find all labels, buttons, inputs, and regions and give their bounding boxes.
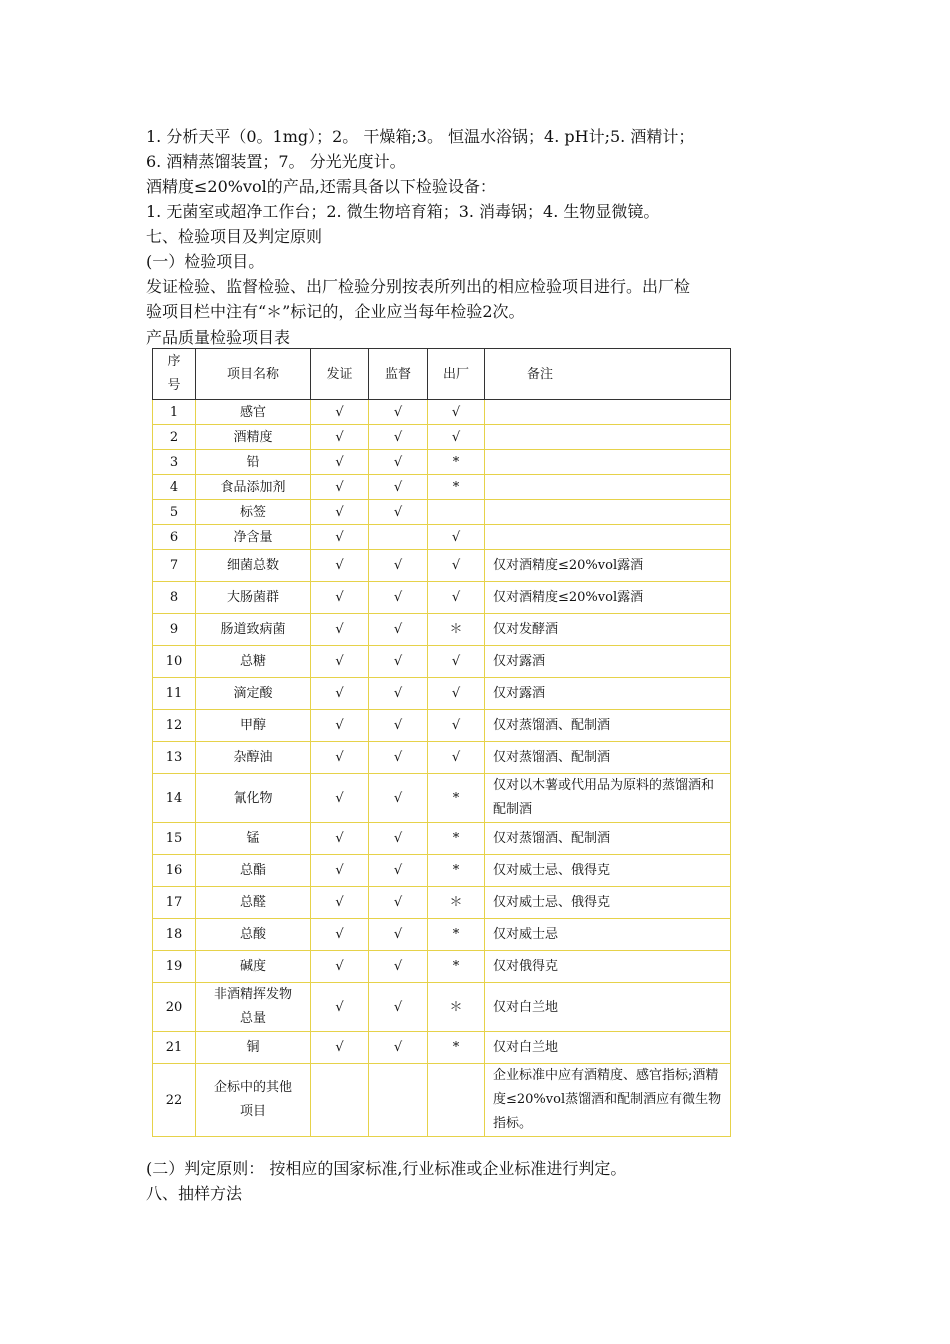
cell-remarks: 仅对俄得克 [485, 951, 731, 983]
cell-factory: ＊ [428, 887, 485, 919]
header-item-name: 项目名称 [196, 349, 311, 400]
cell-remarks: 仅对白兰地 [485, 1032, 731, 1064]
table-row [153, 774, 731, 823]
cell-serial: 20 [153, 983, 196, 1032]
cell-item-name: 总酸 [196, 919, 311, 951]
cell-serial: 11 [153, 678, 196, 710]
cell-factory: * [428, 475, 485, 500]
cell-certification: √ [311, 919, 369, 951]
cell-item-name: 非酒精挥发物总量 [196, 983, 311, 1032]
cell-supervision: √ [369, 919, 428, 951]
cell-factory: √ [428, 582, 485, 614]
cell-supervision: √ [369, 774, 428, 823]
cell-supervision: √ [369, 550, 428, 582]
cell-remarks [485, 475, 731, 500]
table-row [153, 823, 731, 855]
cell-item-name: 铅 [196, 450, 311, 475]
cell-item-name: 细菌总数 [196, 550, 311, 582]
cell-item-name: 铜 [196, 1032, 311, 1064]
cell-supervision: √ [369, 823, 428, 855]
cell-certification: √ [311, 400, 369, 425]
cell-item-name: 总糖 [196, 646, 311, 678]
cell-item-name: 总酯 [196, 855, 311, 887]
table-row [153, 887, 731, 919]
judgement-principle: (二）判定原则： 按相应的国家标准,行业标准或企业标准进行判定。 [146, 1159, 627, 1178]
table-row [153, 951, 731, 983]
cell-factory: * [428, 823, 485, 855]
cell-supervision: √ [369, 400, 428, 425]
table-row [153, 919, 731, 951]
table-header-row [153, 349, 731, 400]
cell-supervision: √ [369, 614, 428, 646]
table-row [153, 710, 731, 742]
cell-remarks: 仅对蒸馏酒、配制酒 [485, 710, 731, 742]
cell-remarks: 仅对露酒 [485, 646, 731, 678]
cell-certification: √ [311, 450, 369, 475]
table-row [153, 646, 731, 678]
header-serial: 序号 [153, 349, 196, 400]
low-alcohol-equipment-intro: 酒精度≤20%vol的产品,还需具备以下检验设备： [146, 177, 496, 196]
cell-factory: √ [428, 425, 485, 450]
cell-item-name: 感官 [196, 400, 311, 425]
cell-serial: 5 [153, 500, 196, 525]
cell-remarks [485, 425, 731, 450]
cell-supervision: √ [369, 425, 428, 450]
cell-serial: 15 [153, 823, 196, 855]
cell-factory: √ [428, 400, 485, 425]
cell-factory: * [428, 855, 485, 887]
cell-remarks: 仅对威士忌 [485, 919, 731, 951]
cell-factory: ＊ [428, 983, 485, 1032]
cell-remarks [485, 400, 731, 425]
table-row [153, 525, 731, 550]
cell-factory: √ [428, 646, 485, 678]
cell-certification: √ [311, 774, 369, 823]
cell-serial: 22 [153, 1064, 196, 1137]
cell-factory [428, 1064, 485, 1137]
table-row [153, 582, 731, 614]
cell-factory: √ [428, 742, 485, 774]
cell-supervision: √ [369, 855, 428, 887]
cell-remarks: 仅对蒸馏酒、配制酒 [485, 823, 731, 855]
cell-certification: √ [311, 425, 369, 450]
cell-certification: √ [311, 646, 369, 678]
cell-serial: 21 [153, 1032, 196, 1064]
cell-item-name: 企标中的其他项目 [196, 1064, 311, 1137]
cell-factory: * [428, 450, 485, 475]
cell-item-name: 食品添加剂 [196, 475, 311, 500]
cell-item-name: 酒精度 [196, 425, 311, 450]
cell-certification: √ [311, 887, 369, 919]
table-row [153, 425, 731, 450]
cell-remarks: 仅对酒精度≤20%vol露酒 [485, 550, 731, 582]
equipment-list-line-2: 6. 酒精蒸馏装置；7。 分光光度计。 [146, 152, 406, 171]
header-certification: 发证 [311, 349, 369, 400]
cell-item-name: 滴定酸 [196, 678, 311, 710]
table-caption: 产品质量检验项目表 [146, 328, 291, 347]
cell-certification: √ [311, 582, 369, 614]
inspection-text-line-2: 验项目栏中注有“＊”标记的，企业应当每年检验2次。 [146, 302, 525, 321]
cell-item-name: 标签 [196, 500, 311, 525]
cell-remarks: 仅对露酒 [485, 678, 731, 710]
cell-supervision: √ [369, 742, 428, 774]
cell-item-name: 大肠菌群 [196, 582, 311, 614]
cell-supervision [369, 1064, 428, 1137]
cell-remarks: 企业标准中应有酒精度、感官指标;酒精度≤20%vol蒸馏酒和配制酒应有微生物指标。 [485, 1064, 731, 1137]
inspection-text-line-1: 发证检验、监督检验、出厂检验分别按表所列出的相应检验项目进行。出厂检 [146, 277, 691, 296]
cell-item-name: 氰化物 [196, 774, 311, 823]
cell-supervision [369, 525, 428, 550]
cell-serial: 17 [153, 887, 196, 919]
cell-certification: √ [311, 1032, 369, 1064]
table-row [153, 500, 731, 525]
cell-item-name: 总醛 [196, 887, 311, 919]
table-row [153, 855, 731, 887]
cell-supervision: √ [369, 678, 428, 710]
cell-factory [428, 500, 485, 525]
table-row [153, 550, 731, 582]
cell-factory: ＊ [428, 614, 485, 646]
cell-supervision: √ [369, 582, 428, 614]
cell-serial: 12 [153, 710, 196, 742]
cell-certification: √ [311, 855, 369, 887]
table-row [153, 400, 731, 425]
cell-item-name: 甲醇 [196, 710, 311, 742]
cell-factory: * [428, 774, 485, 823]
cell-supervision: √ [369, 1032, 428, 1064]
cell-serial: 7 [153, 550, 196, 582]
quality-inspection-table [152, 348, 731, 1137]
table-row [153, 450, 731, 475]
cell-serial: 1 [153, 400, 196, 425]
cell-remarks: 仅对蒸馏酒、配制酒 [485, 742, 731, 774]
cell-factory: √ [428, 678, 485, 710]
header-factory: 出厂 [428, 349, 485, 400]
cell-certification: √ [311, 500, 369, 525]
cell-serial: 3 [153, 450, 196, 475]
cell-serial: 2 [153, 425, 196, 450]
cell-item-name: 杂醇油 [196, 742, 311, 774]
cell-item-name: 碱度 [196, 951, 311, 983]
cell-certification: √ [311, 742, 369, 774]
cell-certification: √ [311, 550, 369, 582]
cell-supervision: √ [369, 710, 428, 742]
section-heading-7: 七、检验项目及判定原则 [146, 227, 323, 246]
cell-remarks: 仅对酒精度≤20%vol露酒 [485, 582, 731, 614]
cell-certification: √ [311, 678, 369, 710]
subsection-heading-1: (一）检验项目。 [146, 252, 265, 271]
cell-factory: * [428, 951, 485, 983]
cell-serial: 19 [153, 951, 196, 983]
cell-serial: 6 [153, 525, 196, 550]
cell-serial: 4 [153, 475, 196, 500]
cell-supervision: √ [369, 646, 428, 678]
table-row [153, 1032, 731, 1064]
section-heading-8: 八、抽样方法 [146, 1184, 243, 1203]
cell-supervision: √ [369, 450, 428, 475]
cell-certification: √ [311, 475, 369, 500]
cell-item-name: 净含量 [196, 525, 311, 550]
cell-serial: 13 [153, 742, 196, 774]
cell-factory: * [428, 1032, 485, 1064]
cell-certification: √ [311, 710, 369, 742]
table-row [153, 983, 731, 1032]
cell-remarks: 仅对以木薯或代用品为原料的蒸馏酒和配制酒 [485, 774, 731, 823]
table-row [153, 678, 731, 710]
table-row [153, 475, 731, 500]
cell-certification: √ [311, 614, 369, 646]
cell-factory: * [428, 919, 485, 951]
cell-certification [311, 1064, 369, 1137]
low-alcohol-equipment-list: 1. 无菌室或超净工作台；2. 微生物培育箱；3. 消毒锅；4. 生物显微镜。 [146, 202, 660, 221]
table-row [153, 614, 731, 646]
cell-serial: 18 [153, 919, 196, 951]
cell-serial: 10 [153, 646, 196, 678]
cell-item-name: 肠道致病菌 [196, 614, 311, 646]
cell-remarks: 仅对白兰地 [485, 983, 731, 1032]
cell-factory: √ [428, 550, 485, 582]
cell-remarks: 仅对威士忌、俄得克 [485, 887, 731, 919]
table-row [153, 1064, 731, 1137]
cell-serial: 14 [153, 774, 196, 823]
cell-remarks: 仅对威士忌、俄得克 [485, 855, 731, 887]
header-remarks: 备注 [485, 349, 731, 400]
header-supervision: 监督 [369, 349, 428, 400]
cell-item-name: 锰 [196, 823, 311, 855]
cell-supervision: √ [369, 887, 428, 919]
cell-serial: 9 [153, 614, 196, 646]
cell-remarks: 仅对发酵酒 [485, 614, 731, 646]
cell-supervision: √ [369, 951, 428, 983]
cell-certification: √ [311, 951, 369, 983]
cell-supervision: √ [369, 500, 428, 525]
equipment-list-line-1: 1. 分析天平（0。1mg）；2。 干燥箱;3。 恒温水浴锅；4. pH计;5. 酒精计； [146, 127, 695, 146]
cell-remarks [485, 500, 731, 525]
cell-remarks [485, 450, 731, 475]
cell-remarks [485, 525, 731, 550]
table-row [153, 742, 731, 774]
cell-supervision: √ [369, 475, 428, 500]
cell-certification: √ [311, 525, 369, 550]
cell-factory: √ [428, 710, 485, 742]
cell-serial: 8 [153, 582, 196, 614]
cell-serial: 16 [153, 855, 196, 887]
cell-certification: √ [311, 823, 369, 855]
cell-supervision: √ [369, 983, 428, 1032]
cell-factory: √ [428, 525, 485, 550]
cell-certification: √ [311, 983, 369, 1032]
